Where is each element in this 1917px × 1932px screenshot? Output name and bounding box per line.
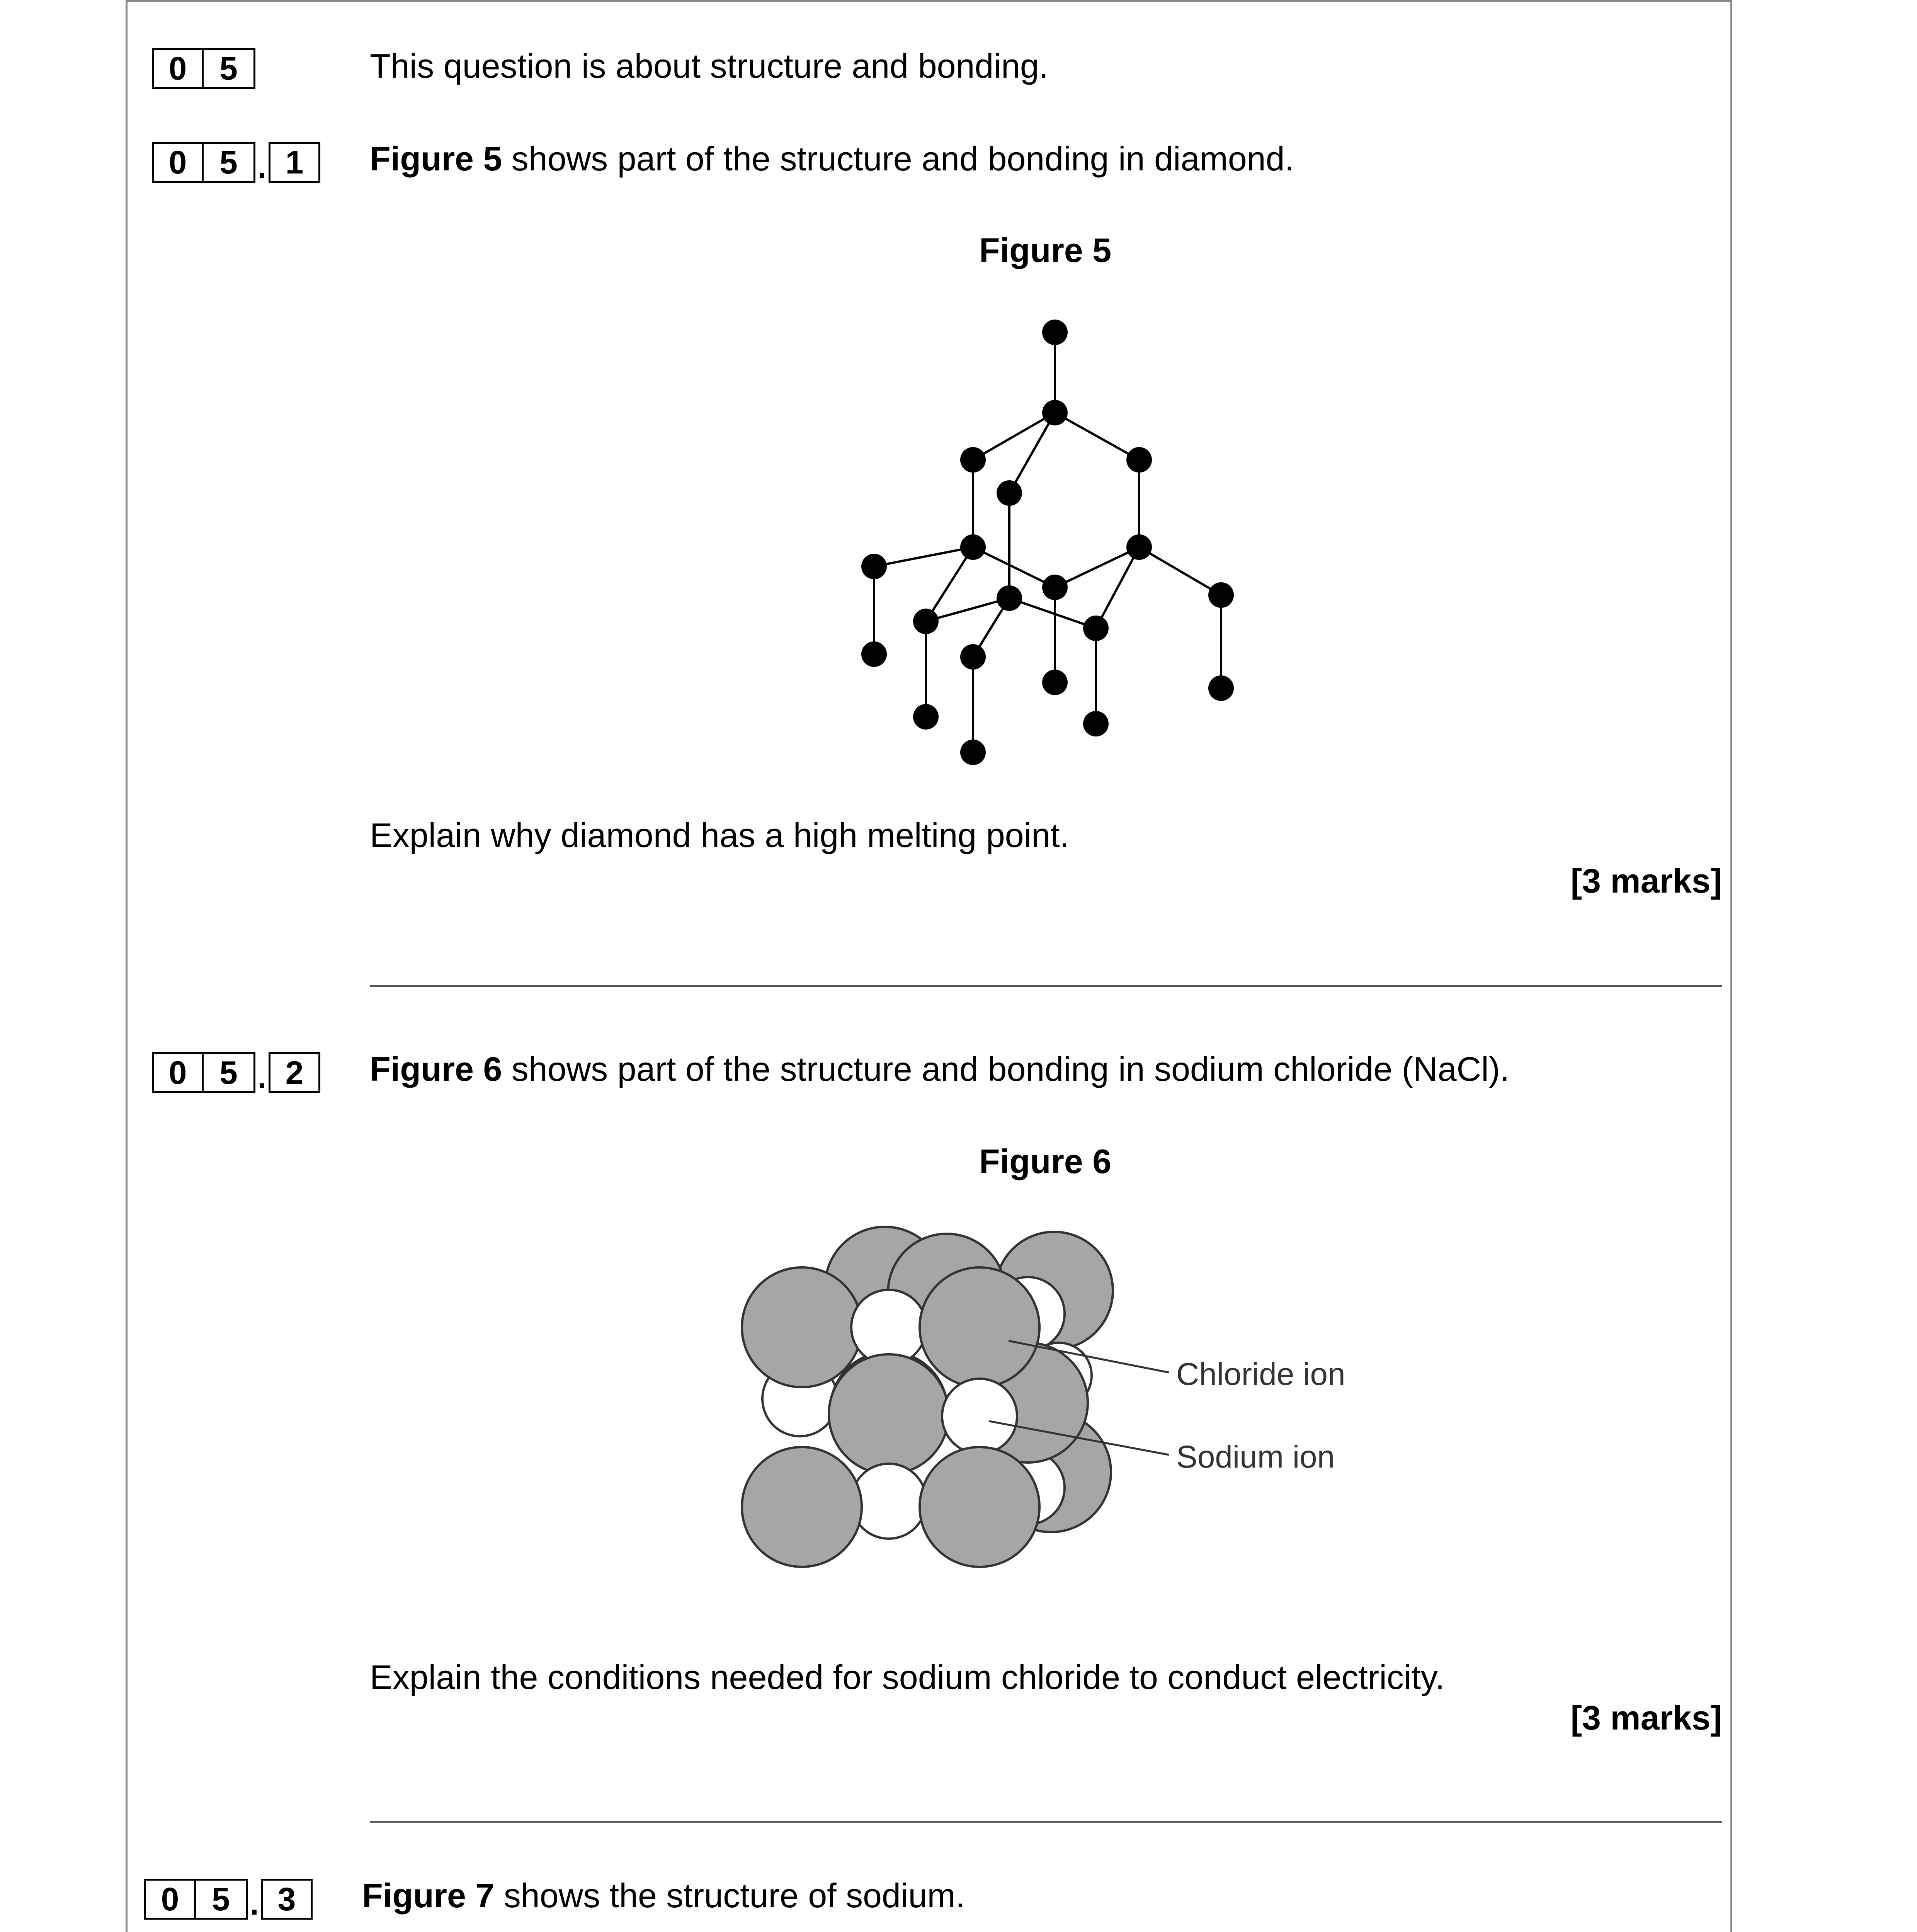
prompt-text: shows part of the structure and bonding in sodium chloride (NaCl).	[502, 1050, 1510, 1088]
figure-5-diamond-structure	[831, 301, 1279, 777]
part-number-digit: 3	[261, 1879, 313, 1920]
question-number-digit: 5	[204, 48, 255, 89]
part-number-separator: .	[257, 148, 267, 185]
figure-6-title: Figure 6	[979, 1142, 1112, 1180]
part-number-digit: 1	[269, 142, 320, 183]
prompt-text: shows the structure of sodium.	[494, 1876, 965, 1915]
figure-reference: Figure 5	[370, 139, 502, 178]
part-number-separator: .	[257, 1059, 267, 1095]
figure-6-sodium-chloride-lattice	[734, 1221, 1360, 1580]
answer-line	[370, 985, 1722, 987]
part-number-digit: 5	[204, 142, 255, 183]
sodium-ion-label: Sodium ion	[1176, 1439, 1335, 1475]
part2-question: Explain the conditions needed for sodium chloride to conduct electricity.	[370, 1658, 1445, 1696]
part-number-separator: .	[250, 1885, 259, 1922]
part-number-digit: 0	[152, 142, 204, 183]
part-number-05-2	[152, 1052, 320, 1093]
question-number-digit: 0	[152, 48, 204, 89]
prompt-text: shows part of the structure and bonding in diamond.	[502, 139, 1294, 178]
answer-line	[370, 1821, 1722, 1823]
question-intro: This question is about structure and bonding.	[370, 47, 1049, 85]
chloride-ion-label: Chloride ion	[1176, 1357, 1345, 1392]
page-frame	[126, 0, 1732, 1932]
part-number-05-3	[144, 1879, 313, 1920]
figure-reference: Figure 7	[362, 1876, 495, 1915]
part-number-digit: 5	[196, 1879, 248, 1920]
part1-prompt	[370, 139, 1294, 179]
part3-prompt	[362, 1876, 965, 1915]
part-number-05-1	[152, 142, 320, 183]
figure-5-title: Figure 5	[979, 231, 1112, 269]
part2-prompt	[370, 1049, 1509, 1089]
part2-marks: [3 marks]	[1570, 1699, 1722, 1737]
part1-marks: [3 marks]	[1570, 862, 1722, 900]
part-number-digit: 5	[204, 1052, 255, 1093]
part-number-digit: 0	[152, 1052, 204, 1093]
figure-reference: Figure 6	[370, 1050, 502, 1088]
question-number	[152, 48, 255, 89]
part-number-digit: 2	[269, 1052, 320, 1093]
part-number-digit: 0	[144, 1879, 196, 1920]
part1-question: Explain why diamond has a high melting point.	[370, 816, 1069, 854]
